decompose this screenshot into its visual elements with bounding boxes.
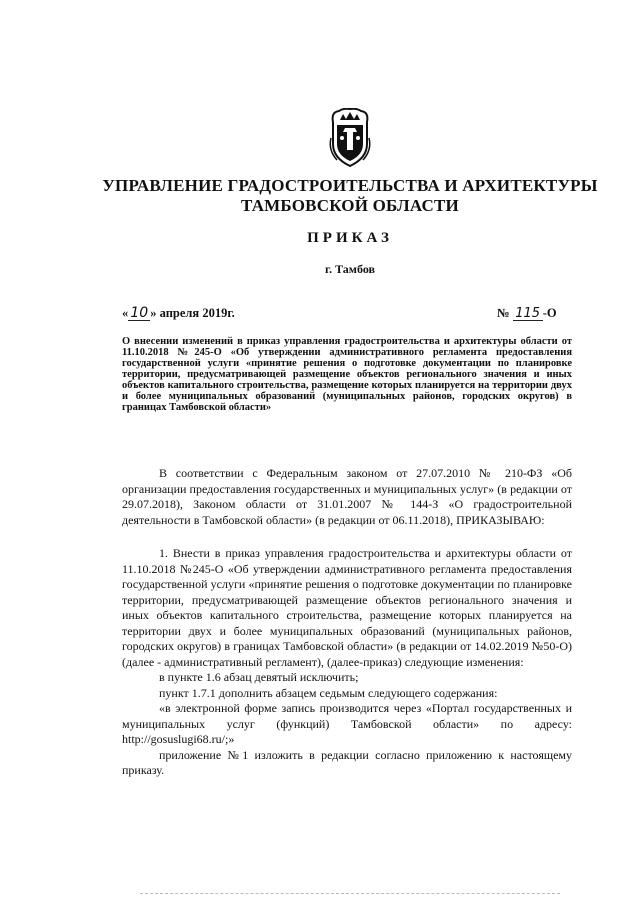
sub-item-exclude: в пункте 1.6 абзац девятый исключить; <box>159 670 359 684</box>
scan-edge-line <box>140 893 560 894</box>
city-label: г. Тамбов <box>325 262 375 276</box>
organization-name-line1: УПРАВЛЕНИЕ ГРАДОСТРОИТЕЛЬСТВА И АРХИТЕКТУРЫ <box>102 176 598 195</box>
document-type-title: ПРИКАЗ <box>307 230 393 246</box>
item-1-paragraph: 1. Внести в приказ управления градостроительства и архитектуры области от 11.10.2018 №245-О «Об утверждении административного регламента предоставления государственной услуги «принятие решения о подготовке документации по планировке территории, предусматривающей размещение объектов регионального значения и иных объектов капитального строительства, размещение которых планируется на территории двух и более муниципальных образований (муниципальных районов, городских округов) в границах Тамбовской области» (в редакции от 14.02.2019 №50-О) (далее - административный регламент), (далее-приказ) следующие изменения: <box>122 546 572 669</box>
preamble-paragraph: В соответствии с Федеральным законом от 27.07.2010 № 210-ФЗ «Об организации предоставления государственных и муниципальных услуг» (в редакции от 29.07.2018), Законом области от 31.01.2007 № 144-З «О градостроительной деятельности в Тамбовской области» (в редакции от 06.11.2018), ПРИКАЗЫВАЮ: <box>122 466 572 527</box>
document-number <box>497 306 557 321</box>
order-subject: О внесении изменений в приказ управления градостроительства и архитектуры области от 11.10.2018 №245-О «Об утверждении административного регламента предоставления государственной услуги «принятие решения о подготовке документации по планировке территории, предусматривающей размещение объектов регионального значения и иных объектов капитального строительства, размещение которых планируется на территории двух и более муниципальных образований (муниципальных районов, городских округов) в границах Тамбовской области» <box>122 336 572 413</box>
date-open-quote: « <box>122 306 129 320</box>
number-handwritten: 115 <box>513 307 543 321</box>
organization-name-line2: ТАМБОВСКОЙ ОБЛАСТИ <box>241 196 459 215</box>
order-items-block <box>122 546 572 779</box>
sub-item-add-paragraph: пункт 1.7.1 дополнить абзацем седьмым следующего содержания: <box>159 685 498 700</box>
document-date <box>122 306 235 321</box>
coat-of-arms-emblem <box>327 108 373 168</box>
sub-item-quote: «в электронной форме запись производится через «Портал государственных и муниципальных услуг (функций) Тамбовской области» по адресу: http://gosuslugi68.ru/;» <box>122 701 572 746</box>
date-day-handwritten: 10 <box>128 307 150 321</box>
number-prefix: № <box>497 306 510 320</box>
preamble-block <box>122 466 572 528</box>
date-month-year: » апреля 2019г. <box>150 306 235 320</box>
number-suffix: -О <box>542 306 557 320</box>
sub-item-appendix: приложение №1 изложить в редакции согласно приложению к настоящему приказу. <box>122 747 572 777</box>
